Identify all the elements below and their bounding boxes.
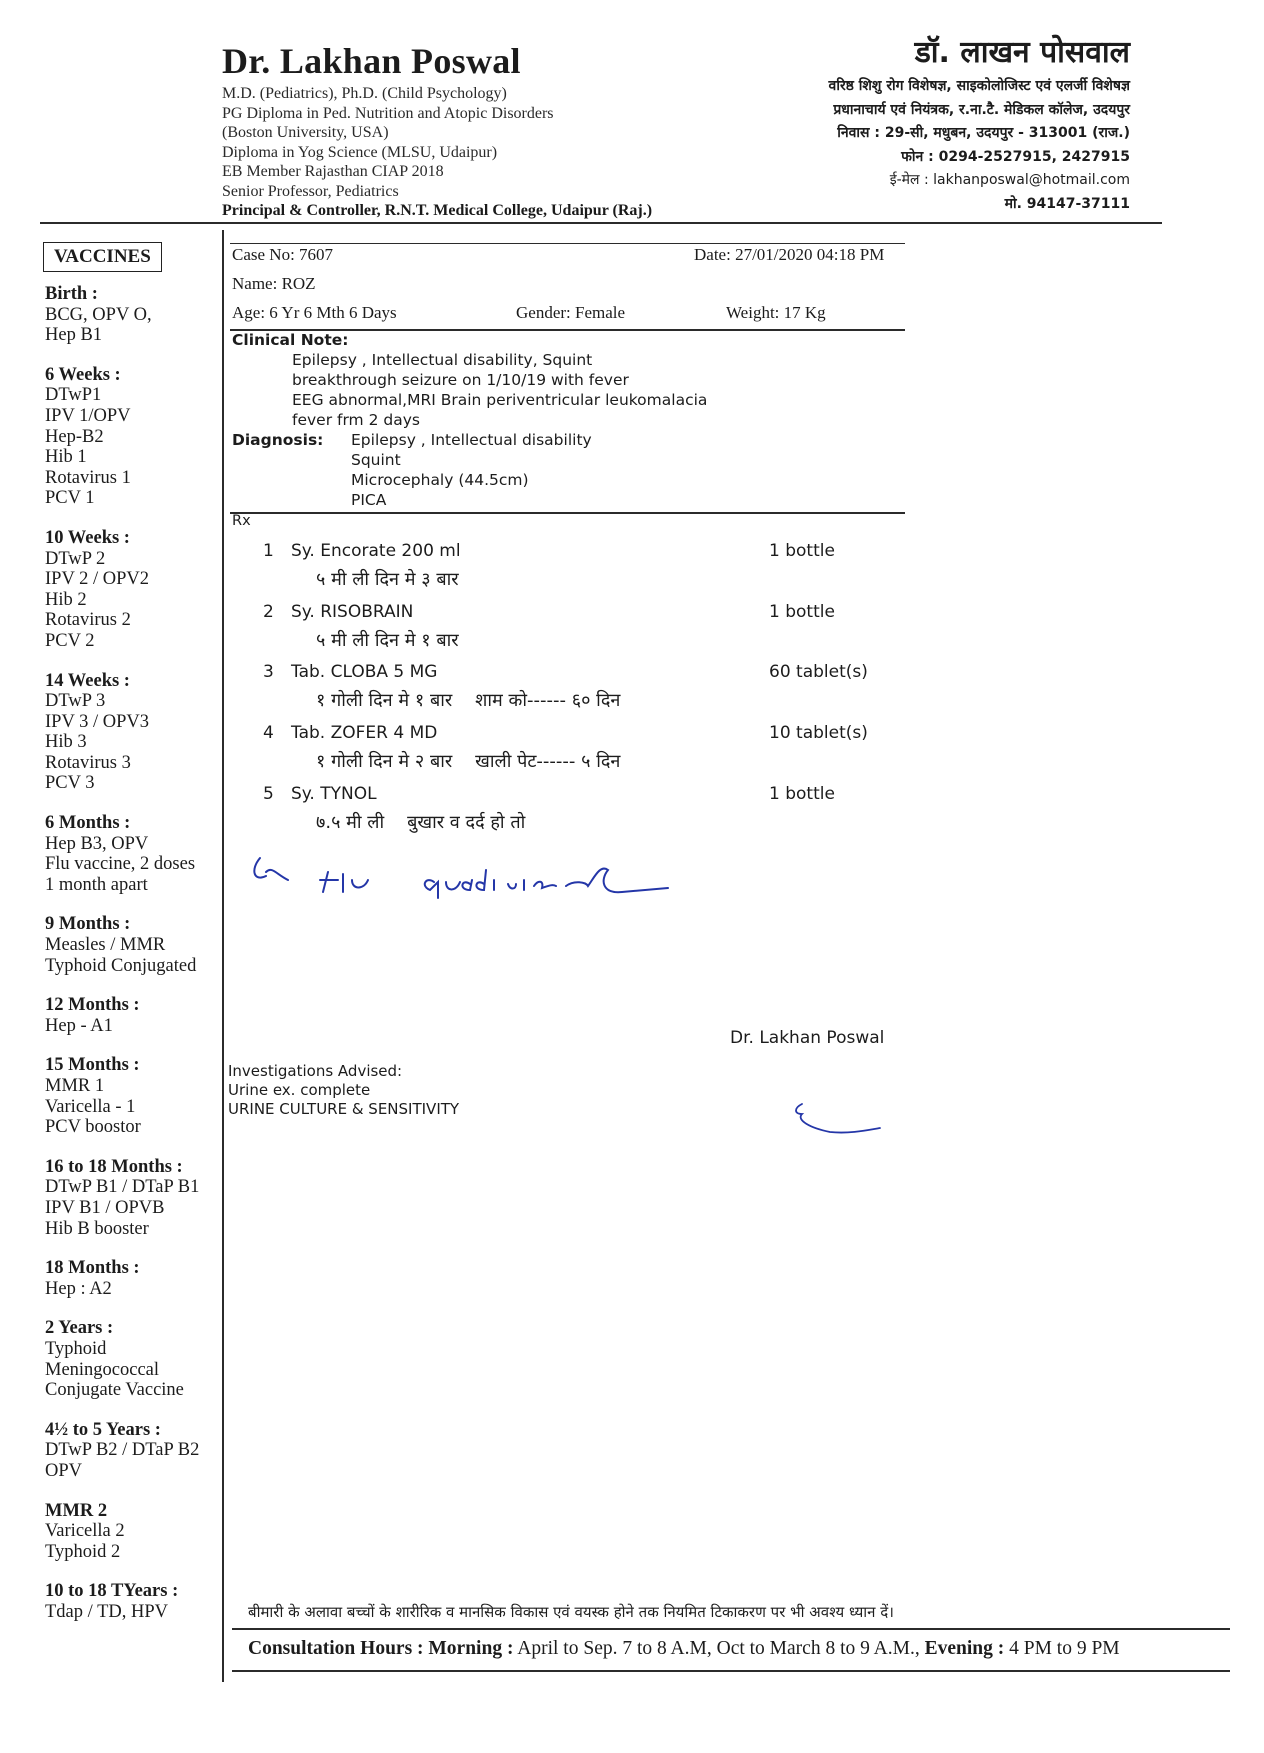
rx-quantity: 1 bottle: [769, 784, 835, 804]
vaccine-item: Measles / MMR: [45, 935, 166, 956]
qualification-line: Diploma in Yog Science (MLSU, Udaipur): [222, 143, 498, 161]
vaccine-item: DTwP B2 / DTaP B2: [45, 1440, 200, 1461]
vaccine-item: DTwP 3: [45, 691, 106, 712]
rx-number: 3: [263, 662, 274, 682]
vaccine-group: [45, 528, 235, 652]
signature-stroke: [796, 1104, 880, 1133]
vaccine-group: [45, 1055, 235, 1137]
vaccine-item: IPV B1 / OPVB: [45, 1197, 165, 1218]
rx-instruction: ५ मी ली दिन मे १ बार: [316, 630, 459, 651]
vaccine-group-heading: 6 Weeks :: [45, 364, 121, 385]
vaccine-schedule: [45, 284, 235, 1641]
clinical-note-lines: [292, 350, 707, 430]
vaccine-item: 1 month apart: [45, 874, 148, 895]
morning-label: Morning :: [428, 1638, 514, 1659]
vaccine-item: DTwP 2: [45, 548, 106, 569]
hindi-line: फोन : 0294-2527915, 2427915: [901, 148, 1130, 165]
vaccine-item: Typhoid: [45, 1338, 107, 1359]
investigations-section: [228, 1062, 459, 1119]
ink-stroke: [508, 880, 556, 890]
diagnosis-label: Diagnosis:: [232, 431, 324, 449]
rx-drug-name: Sy. TYNOL: [291, 784, 377, 804]
diagnosis-row: [232, 430, 707, 510]
rx-item: [263, 723, 913, 773]
vaccine-group-heading: 12 Months :: [45, 995, 140, 1016]
rx-quantity: 1 bottle: [769, 602, 835, 622]
vaccine-group-heading: 10 Weeks :: [45, 527, 130, 548]
morning-hours: April to Sep. 7 to 8 A.M, Oct to March 8 to 9 A.M.,: [517, 1638, 920, 1659]
vaccine-group-heading: 10 to 18 TYears :: [45, 1581, 179, 1602]
case-number: Case No: 7607: [232, 245, 334, 264]
rx-quantity: 1 bottle: [769, 541, 835, 561]
vaccine-group: [45, 365, 235, 509]
hindi-mobile-line: मो. 94147-37111: [1004, 195, 1130, 212]
vaccine-group-heading: 14 Weeks :: [45, 670, 130, 691]
clinical-note-line: Epilepsy , Intellectual disability, Squint: [292, 351, 593, 369]
vaccine-item: PCV 2: [45, 630, 95, 651]
rx-instruction: १ गोली दिन मे २ बार खाली पेट------ ५ दिन: [316, 751, 621, 772]
diagnosis-list: [351, 430, 592, 510]
rx-item: [263, 784, 913, 834]
investigation-item: Urine ex. complete: [228, 1081, 371, 1099]
vaccine-item: Typhoid Conjugated: [45, 955, 197, 976]
diagnosis-item: Epilepsy , Intellectual disability: [351, 431, 592, 449]
patient-gender: Gender: Female: [516, 303, 626, 322]
evening-hours: 4 PM to 9 PM: [1009, 1638, 1120, 1659]
vaccine-item: PCV 3: [45, 773, 95, 794]
vaccine-item: IPV 2 / OPV2: [45, 569, 149, 590]
qualification-line: Senior Professor, Pediatrics: [222, 182, 399, 200]
hindi-email-line: ई-मेल : lakhanposwal@hotmail.com: [889, 172, 1130, 188]
rx-quantity: 60 tablet(s): [769, 662, 868, 682]
rx-number: 1: [263, 541, 274, 561]
vaccine-item: Conjugate Vaccine: [45, 1380, 184, 1401]
vaccine-item: Hib 1: [45, 447, 87, 468]
hindi-letterhead: [829, 30, 1130, 216]
signature-mark: [790, 1098, 890, 1138]
vaccines-title: VACCINES: [43, 242, 162, 272]
vaccine-item: IPV 3 / OPV3: [45, 711, 149, 732]
vaccine-item: PCV boostor: [45, 1117, 141, 1138]
vaccine-item: Hep-B2: [45, 426, 104, 447]
vaccine-item: Hib 2: [45, 589, 87, 610]
investigation-item: URINE CULTURE & SENSITIVITY: [228, 1100, 460, 1118]
rx-instruction: ७.५ मी ली बुखार व दर्द हो तो: [316, 812, 526, 833]
vaccine-group: [45, 284, 235, 346]
consultation-label: Consultation Hours :: [248, 1638, 424, 1659]
rx-drug-name: Sy. Encorate 200 ml: [291, 541, 461, 561]
rx-drug-name: Tab. ZOFER 4 MD: [291, 723, 438, 743]
vaccine-group: [45, 671, 235, 795]
vaccine-group-heading: 4½ to 5 Years :: [45, 1419, 161, 1440]
position-line: Principal & Controller, R.N.T. Medical College, Udaipur (Raj.): [222, 202, 653, 219]
rx-instruction: ५ मी ली दिन मे ३ बार: [316, 569, 459, 590]
ink-stroke: [425, 870, 494, 898]
rx-item: [263, 541, 913, 591]
vaccine-group: [45, 1258, 235, 1299]
clinical-note-line: fever frm 2 days: [292, 411, 420, 429]
vaccine-item: Varicella - 1: [45, 1096, 136, 1117]
vaccine-group-heading: MMR 2: [45, 1500, 108, 1521]
vaccine-group: [45, 813, 235, 895]
hindi-doctor-name: डॉ. लाखन पोसवाल: [914, 35, 1130, 70]
vaccine-group-heading: 6 Months :: [45, 813, 131, 834]
vaccine-item: Hib 3: [45, 732, 87, 753]
vaccine-item: DTwP B1 / DTaP B1: [45, 1177, 200, 1198]
vaccine-group-heading: 2 Years :: [45, 1318, 114, 1339]
visit-date: Date: 27/01/2020 04:18 PM: [694, 245, 885, 264]
ink-stroke: [566, 869, 668, 893]
vaccine-item: Flu vaccine, 2 doses: [45, 854, 196, 875]
vaccine-group-heading: Birth :: [45, 284, 98, 304]
rx-quantity: 10 tablet(s): [769, 723, 868, 743]
vaccine-item: Rotavirus 2: [45, 610, 131, 631]
ink-stroke: [320, 872, 368, 892]
clinical-section: [232, 330, 707, 510]
qualification-line: M.D. (Pediatrics), Ph.D. (Child Psychology): [222, 85, 507, 102]
vaccine-group-heading: 15 Months :: [45, 1055, 140, 1076]
vaccine-group-heading: 16 to 18 Months :: [45, 1156, 183, 1177]
qualification-line: (Boston University, USA): [222, 124, 389, 141]
vaccine-item: MMR 1: [45, 1076, 105, 1096]
patient-name: Name: ROZ: [232, 274, 316, 293]
rx-item: [263, 662, 913, 712]
vaccine-item: PCV 1: [45, 488, 95, 509]
qualification-line: PG Diploma in Ped. Nutrition and Atopic Disorders: [222, 104, 554, 122]
vaccine-group: [45, 995, 235, 1036]
ink-stroke: [254, 858, 288, 880]
vaccine-item: Varicella 2: [45, 1521, 125, 1542]
diagnosis-item: Squint: [351, 451, 401, 469]
hindi-details: [829, 75, 1130, 216]
vaccine-item: BCG, OPV O,: [45, 304, 152, 325]
vaccine-group: [45, 1157, 235, 1239]
vaccine-item: Hib B booster: [45, 1218, 149, 1239]
hindi-line: निवास : 29-सी, मधुबन, उदयपुर - 313001 (राज.): [837, 125, 1130, 141]
vaccine-item: Typhoid 2: [45, 1541, 121, 1562]
vaccine-group: [45, 1581, 235, 1622]
vaccine-item: Hep B1: [45, 325, 103, 346]
vaccine-item: Tdap / TD, HPV: [45, 1601, 168, 1622]
vaccine-item: Rotavirus 3: [45, 752, 131, 773]
vaccine-group-heading: 18 Months :: [45, 1258, 140, 1279]
vaccine-item: IPV 1/OPV: [45, 405, 131, 426]
evening-label: Evening :: [924, 1638, 1005, 1659]
header-divider: [40, 222, 1162, 224]
vaccine-group: [45, 1318, 235, 1400]
vaccine-item: Hep : A2: [45, 1278, 112, 1299]
rx-number: 2: [263, 602, 274, 622]
consultation-hours: [248, 1638, 1120, 1660]
footer-hindi-note: बीमारी के अलावा बच्चों के शारीरिक व मानसिक विकास एवं वयस्क होने तक नियमित टिकाकरण पर भी अवश्य ध्यान दें।: [248, 1603, 894, 1621]
rx-number: 4: [263, 723, 274, 743]
rx-drug-name: Tab. CLOBA 5 MG: [291, 662, 438, 682]
vaccine-group: [45, 914, 235, 976]
qualifications: [222, 84, 652, 221]
vaccine-item: Meningococcal: [45, 1359, 160, 1380]
vaccine-group-heading: 9 Months :: [45, 914, 131, 935]
vaccine-item: DTwP1: [45, 385, 102, 406]
clinical-note-label: Clinical Note:: [232, 331, 349, 349]
rx-instruction: १ गोली दिन मे १ बार शाम को------ ६० दिन: [316, 690, 621, 711]
vaccine-item: Hep - A1: [45, 1015, 113, 1036]
rx-number: 5: [263, 784, 274, 804]
footer-top-line: [232, 1628, 1230, 1630]
vaccine-group: [45, 1420, 235, 1482]
diagnosis-item: Microcephaly (44.5cm): [351, 471, 529, 489]
vaccine-item: Hep B3, OPV: [45, 833, 149, 854]
qualification-line: EB Member Rajasthan CIAP 2018: [222, 163, 444, 180]
rx-label: Rx: [232, 513, 251, 529]
vaccine-group: [45, 1501, 235, 1563]
handwriting-strokes: [254, 858, 668, 898]
footer-bottom-line: [232, 1670, 1230, 1672]
diagnosis-item: PICA: [351, 491, 387, 509]
rx-drug-name: Sy. RISOBRAIN: [291, 602, 414, 622]
patient-weight: Weight: 17 Kg: [726, 303, 826, 322]
rx-item: [263, 602, 913, 652]
vaccine-item: OPV: [45, 1460, 83, 1481]
patient-age: Age: 6 Yr 6 Mth 6 Days: [232, 303, 397, 322]
handwritten-note: [248, 850, 748, 905]
rx-divider: [230, 512, 905, 514]
hindi-line: प्रधानाचार्य एवं नियंत्रक, र.ना.टै. मेडिकल कॉलेज, उदयपुर: [833, 101, 1130, 118]
clinical-note-line: breakthrough seizure on 1/10/19 with fever: [292, 371, 629, 389]
patient-top-line: [230, 243, 905, 244]
clinical-note-line: EEG abnormal,MRI Brain periventricular leukomalacia: [292, 391, 708, 409]
doctor-name: Dr. Lakhan Poswal: [222, 41, 521, 81]
hindi-line: वरिष्ठ शिशु रोग विशेषज्ञ, साइकोलोजिस्ट एवं एलर्जी विशेषज्ञ: [828, 78, 1130, 94]
vaccine-item: Rotavirus 1: [45, 467, 131, 488]
investigations-label: Investigations Advised:: [228, 1062, 403, 1080]
signature-name: Dr. Lakhan Poswal: [730, 1028, 885, 1048]
